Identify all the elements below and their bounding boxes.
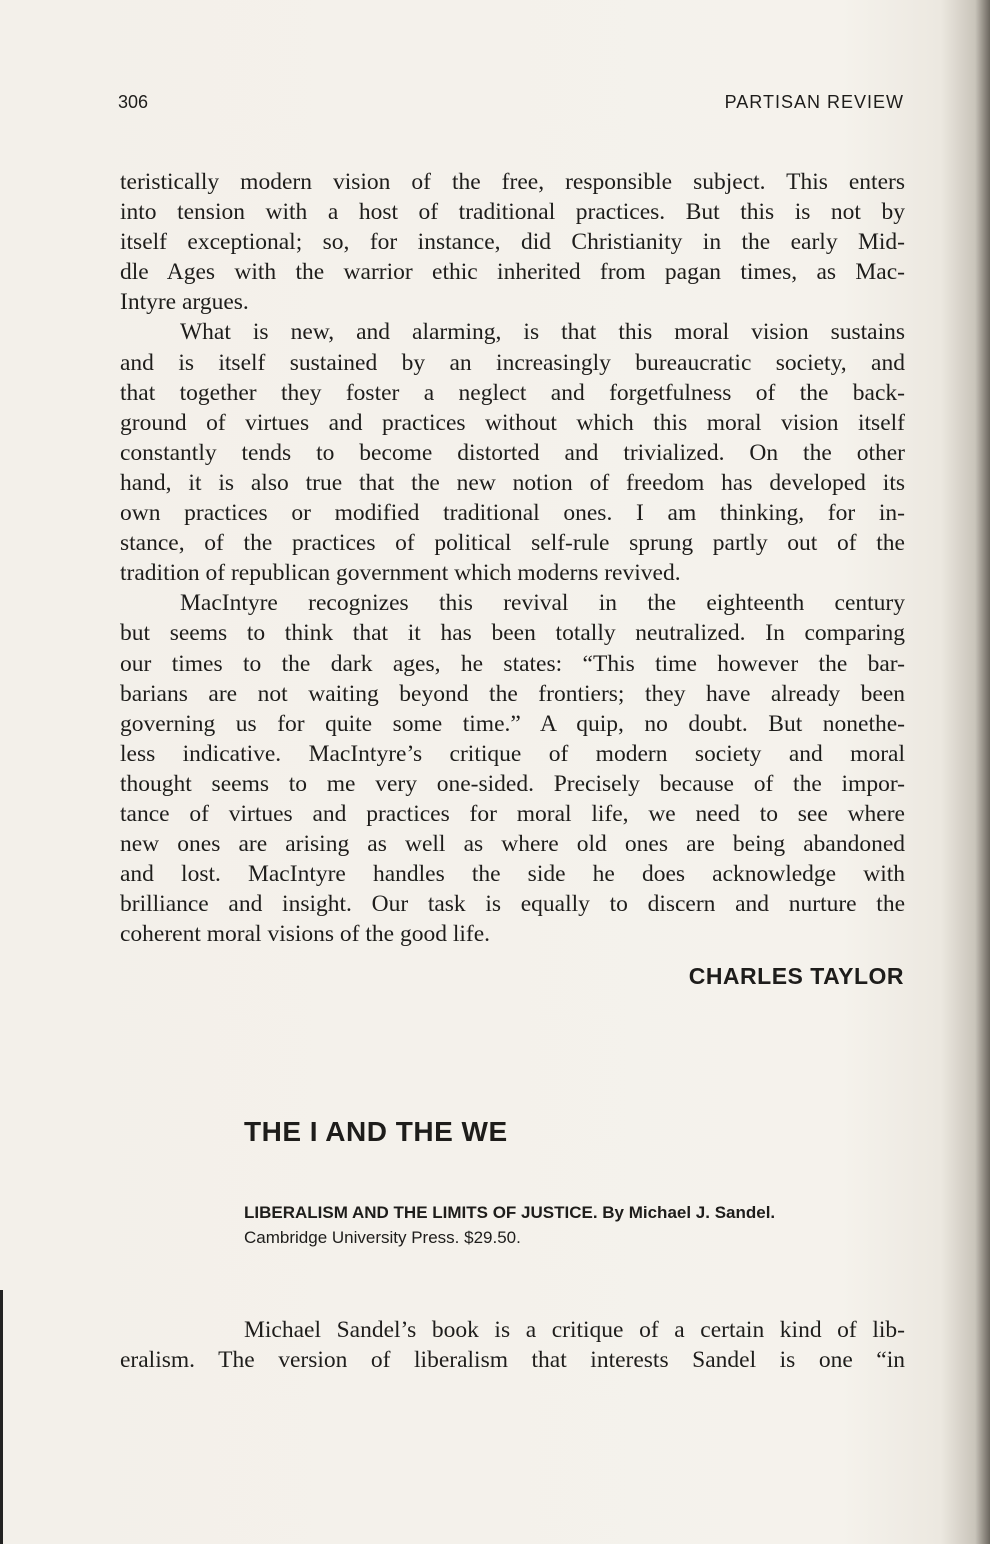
text-line: eralism. The version of liberalism that interests Sandel is one “in — [120, 1347, 905, 1374]
text-line: governing us for quite some time.” A quip, no doubt. But nonethe- — [120, 710, 905, 737]
text-line: Intyre argues. — [120, 289, 249, 316]
text-line: tance of virtues and practices for moral life, we need to see where — [120, 800, 905, 827]
page-number: 306 — [118, 92, 149, 112]
text-line: hand, it is also true that the new notion of freedom has developed its — [120, 469, 905, 496]
text-line: ground of virtues and practices without which this moral vision itself — [120, 409, 905, 436]
text-line: our times to the dark ages, he states: “This time however the bar- — [120, 650, 905, 677]
text-line: coherent moral visions of the good life. — [120, 921, 491, 948]
text-line: What is new, and alarming, is that this moral vision sustains — [180, 319, 905, 346]
running-head: PARTISAN REVIEW — [724, 92, 904, 112]
text-line: but seems to think that it has been totally neutralized. In comparing — [120, 620, 905, 647]
review-taylor-body — [120, 167, 905, 949]
text-line: teristically modern vision of the free, responsible subject. This enters — [120, 169, 905, 195]
text-line: MacIntyre recognizes this revival in the eighteenth century — [180, 590, 905, 617]
text-line: barians are not waiting beyond the frontiers; they have already been — [120, 680, 905, 707]
text-line: stance, of the practices of political self-rule sprung partly out of the — [120, 530, 905, 557]
book-citation-publisher: Cambridge University Press. $29.50. — [244, 1228, 521, 1247]
text-line: constantly tends to become distorted and trivialized. On the other — [120, 439, 905, 466]
text-line: thought seems to me very one-sided. Precisely because of the impor- — [120, 770, 905, 797]
book-citation-title: LIBERALISM AND THE LIMITS OF JUSTICE. By Michael J. Sandel. — [244, 1203, 776, 1222]
text-line: own practices or modified traditional ones. I am thinking, for in- — [120, 500, 905, 527]
article-title: THE I AND THE WE — [244, 1116, 508, 1147]
review-sandel-body — [120, 1315, 905, 1375]
text-line: itself exceptional; so, for instance, did Christianity in the early Mid- — [120, 229, 905, 256]
text-line: into tension with a host of traditional practices. But this is not by — [120, 199, 905, 226]
text-line: tradition of republican government which moderns revived. — [120, 560, 681, 587]
author-signature: CHARLES TAYLOR — [688, 963, 904, 989]
text-line: less indicative. MacIntyre’s critique of modern society and moral — [120, 740, 905, 767]
text-line: dle Ages with the warrior ethic inherited from pagan times, as Mac- — [120, 259, 905, 286]
text-line: and is itself sustained by an increasingly bureaucratic society, and — [120, 349, 905, 376]
page-gutter-edge — [0, 1290, 3, 1544]
text-line: and lost. MacIntyre handles the side he does acknowledge with — [120, 861, 905, 888]
text-line: brilliance and insight. Our task is equally to discern and nurture the — [120, 891, 905, 918]
text-line: that together they foster a neglect and forgetfulness of the back- — [120, 379, 905, 406]
text-line: new ones are arising as well as where old ones are being abandoned — [120, 831, 905, 858]
text-line: Michael Sandel’s book is a critique of a certain kind of lib- — [244, 1317, 905, 1343]
